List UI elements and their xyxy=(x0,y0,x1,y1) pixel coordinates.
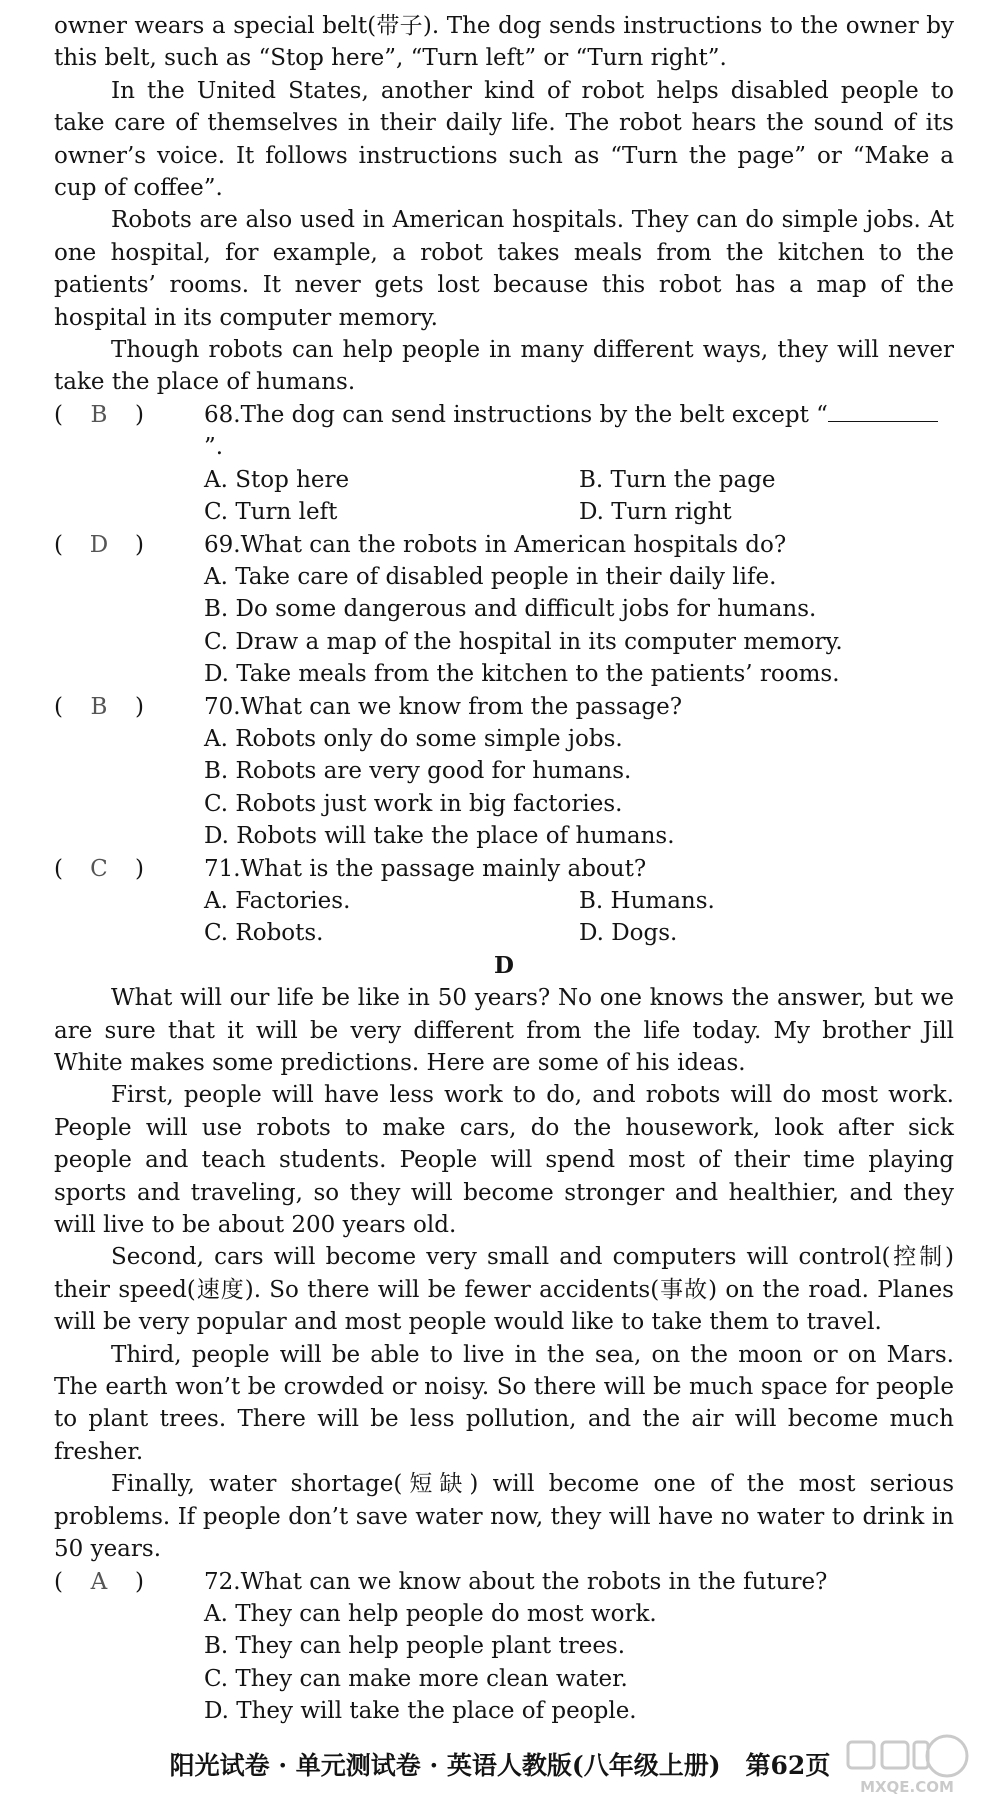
answer-71: C xyxy=(90,855,108,882)
watermark-icon xyxy=(842,1734,972,1778)
answer-68: B xyxy=(90,401,108,428)
passage-d-paragraph-3: Second, cars will become very small and computers will control(控制) their speed(速度). So there will be fewer accidents(事故) on the road. Planes will be very popular and most people would like to take them to travel. xyxy=(54,1244,954,1336)
answer-blank xyxy=(828,401,938,422)
option: D. They will take the place of people. xyxy=(204,1698,637,1725)
option: C. Robots. xyxy=(204,920,324,947)
passage-c-paragraph-4: Though robots can help people in many different ways, they will never take the place of humans. xyxy=(54,337,954,396)
passage-d-paragraph-5: Finally, water shortage(短缺) will become one of the most serious problems. If people don’t save water now, they will have no water to drink in 50 years. xyxy=(54,1471,954,1563)
option: D. Take meals from the kitchen to the patients’ rooms. xyxy=(204,661,840,688)
passage-c-paragraph-2: In the United States, another kind of robot helps disabled people to take care of themselves in their daily life. The robot hears the sound of its owner’s voice. It follows instructions such as “Turn the page” or “Make a cup of coffee”. xyxy=(54,77,954,202)
question-stem: What can we know from the passage? xyxy=(240,693,683,720)
passage-d-paragraph-1: What will our life be like in 50 years? No one knows the answer, but we are sure that it will be very different from the life today. My brother Jill White makes some predictions. Here are some of his ideas. xyxy=(54,985,954,1076)
option: B. Turn the page xyxy=(579,466,776,493)
option: B. They can help people plant trees. xyxy=(204,1633,626,1660)
option: B. Robots are very good for humans. xyxy=(204,758,632,785)
option: A. Stop here xyxy=(204,466,350,493)
option: C. Robots just work in big factories. xyxy=(204,790,623,817)
question-number: 71. xyxy=(204,855,241,882)
option: A. They can help people do most work. xyxy=(204,1600,657,1627)
question-72: ( A ) 72.What can we know about the robots in the future? xyxy=(54,1566,954,1598)
question-number: 70. xyxy=(204,693,241,720)
answer-72: A xyxy=(90,1568,108,1595)
question-69: ( D ) 69.What can the robots in American hospitals do? xyxy=(54,529,954,561)
question-stem: What is the passage mainly about? xyxy=(240,855,647,882)
question-number: 68. xyxy=(204,401,241,428)
option: C. They can make more clean water. xyxy=(204,1665,628,1692)
section-heading-d: D xyxy=(494,951,514,979)
question-stem: What can we know about the robots in the future? xyxy=(240,1568,828,1595)
question-stem: The dog can send instructions by the belt except “ xyxy=(240,401,828,428)
question-stem-end: ”. xyxy=(204,434,224,461)
watermark-logo xyxy=(842,1734,972,1798)
question-number: 69. xyxy=(204,531,241,558)
page-footer: 阳光试卷 · 单元测试卷 · 英语人教版(八年级上册) 第62页 xyxy=(169,1751,831,1780)
passage-d-paragraph-2: First, people will have less work to do, and robots will do most work. People will use robots to make cars, do the housework, look after sick people and teach students. People will spend most of their time playing sports and traveling, so they will become stronger and healthier, and they will live to be about 200 years old. xyxy=(54,1082,954,1239)
options-69 xyxy=(204,561,954,691)
option: B. Humans. xyxy=(579,887,715,914)
question-stem: What can the robots in American hospitals do? xyxy=(240,531,787,558)
option: A. Robots only do some simple jobs. xyxy=(204,725,623,752)
passage-d-paragraph-4: Third, people will be able to live in the sea, on the moon or on Mars. The earth won’t be crowded or noisy. So there will be much space for people to plant trees. There will be less pollution, and the air will become much fresher. xyxy=(54,1341,954,1465)
option: D. Turn right xyxy=(579,499,732,526)
option: D. Robots will take the place of humans. xyxy=(204,823,675,850)
option: A. Factories. xyxy=(204,887,351,914)
options-68 xyxy=(204,464,954,529)
option: B. Do some dangerous and difficult jobs for humans. xyxy=(204,596,817,623)
answer-70: B xyxy=(90,693,108,720)
question-number: 72. xyxy=(204,1568,241,1595)
option: D. Dogs. xyxy=(579,920,678,947)
question-70: ( B ) 70.What can we know from the passage? xyxy=(54,691,954,723)
exam-page xyxy=(54,10,954,1728)
options-72 xyxy=(204,1598,954,1728)
passage-c-paragraph-3: Robots are also used in American hospitals. They can do simple jobs. At one hospital, for example, a robot takes meals from the kitchen to the patients’ rooms. It never gets lost because this robot has a map of the hospital in its computer memory. xyxy=(54,207,954,331)
answer-69: D xyxy=(89,531,109,558)
options-71 xyxy=(204,885,954,950)
option: A. Take care of disabled people in their daily life. xyxy=(204,563,777,590)
passage-c-paragraph-1: owner wears a special belt(带子). The dog sends instructions to the owner by this belt, such as “Stop here”, “Turn left” or “Turn right”. xyxy=(54,13,954,72)
question-68: ( B ) 68.The dog can send instructions by the belt except “”. xyxy=(54,399,954,464)
watermark-text: MXQE.COM xyxy=(860,1778,954,1796)
options-70 xyxy=(204,723,954,853)
option: C. Turn left xyxy=(204,499,338,526)
option: C. Draw a map of the hospital in its computer memory. xyxy=(204,628,843,655)
question-71: ( C ) 71.What is the passage mainly about? xyxy=(54,853,954,885)
